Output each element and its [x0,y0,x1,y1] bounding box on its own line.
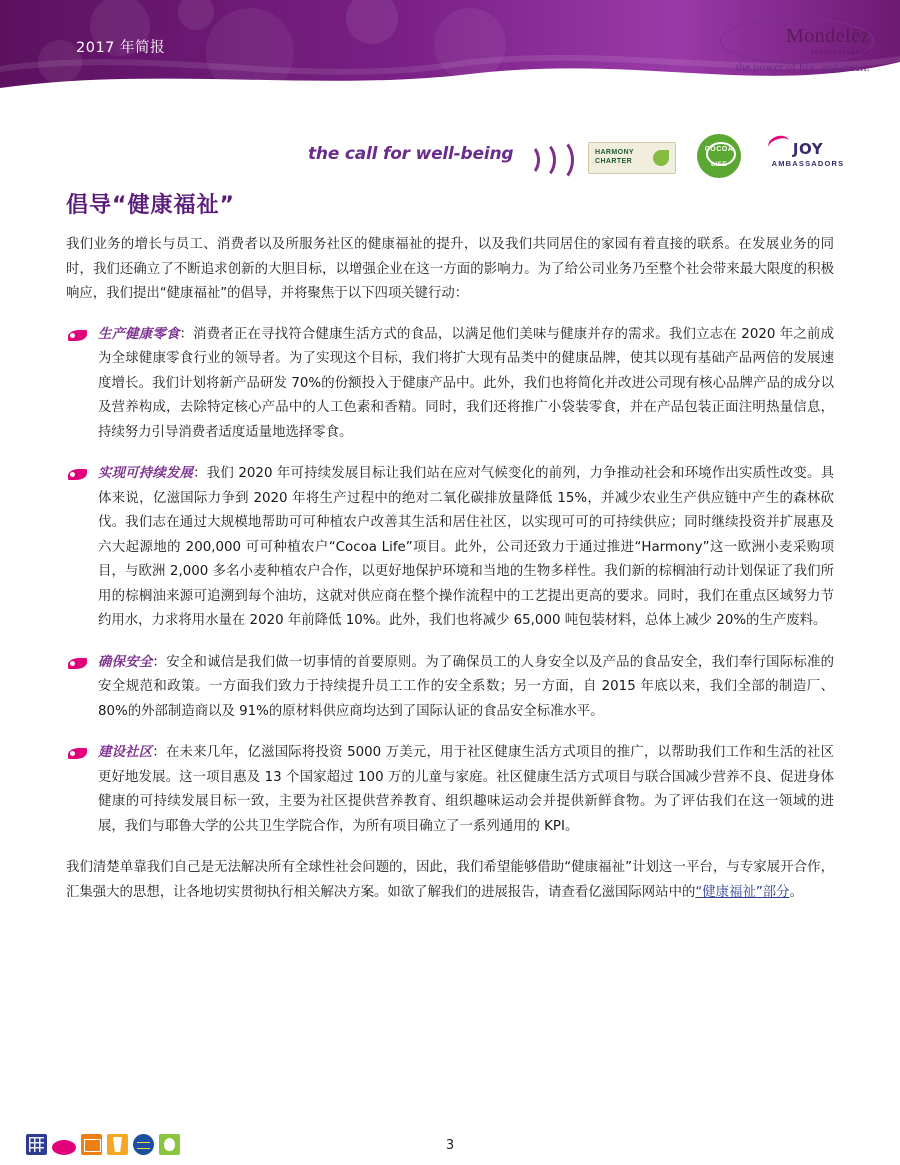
leaf-bullet-icon [68,330,87,341]
wheat-leaf-icon [653,150,669,166]
list-item [66,323,834,446]
bullet-lead: 确保安全 [98,654,153,670]
leaf-bullet-icon [68,658,87,669]
closing-text-after-link: 。 [789,884,803,900]
logo-wordmark: Mondelēz [786,25,870,47]
bullet-separator: ： [179,326,194,342]
bullet-text: 我们 2020 年可持续发展目标让我们站在应对气候变化的前列，力争推动社会和环境作出实质性改变。具体来说，亿滋国际力争到 2020 年将生产过程中的绝对二氧化碳排放量降低 15%，并减少农业生产供应链中产生的森林砍伐。我们志在通过大规模地帮助可可种植农户改善其生活和居住社区，以实现可可的可持续供应；同时继续投资并扩展惠及六大起源地的 200,000 可可种植农户“Cocoa Life”项目。此外，公司还致力于通过推进“Harmony”这一欧洲小麦采购项目，与欧洲 2,000 多名小麦种植农户合作，以更好地保护环境和当地的生物多样性。我们新的棕榈油行动计划保证了我们所用的棕榈油来源可追溯到每个油坊，这就对供应商在整个操作流程中的工艺提出更高的要求。同时，我们在重点区域努力节约用水，力求将用水量在 2020 年前降低 10%。此外，我们也将减少 65,000 吨包装材料，总体上减少 20%的生产废料。 [98,466,835,628]
leaf-bullet-icon [68,469,87,480]
cocoa-line1: COCOA [704,146,734,153]
bullet-text: 安全和诚信是我们做一切事情的首要原则。为了确保员工的人身安全以及产品的食品安全，我们奉行国际标准的安全规范和政策。一方面我们致力于持续提升员工工作的安全系数；另一方面，自 2015 年底以来，我们全部的制造厂、80%的外部制造商以及 91%的原材料供应商均达到了国际认证的食品安全标准水平。 [98,654,835,719]
harmony-line2: CHARTER [595,158,633,165]
closing-text-before-link: 我们清楚单靠我们自己是无法解决所有全球性社会问题的，因此，我们希望能够借助“健康福祉”计划这一平台，与专家展开合作，汇集强大的思想，让各地切实贯彻执行相关解决方案。如欲了解我们的进展报告，请查看亿滋国际网站中的 [66,860,834,900]
key-actions-list [66,323,834,840]
intro-paragraph: 我们业务的增长与员工、消费者以及所服务社区的健康福祉的提升，以及我们共同居住的家园有着直接的联系。在发展业务的同时，我们还确立了不断追求创新的大胆目标，以增强企业在这一方面的影响力。为了给公司业务乃至整个社会带来最大限度的积极响应，我们提出“健康福祉”的倡导，并将聚焦于以下四项关键行动： [66,237,834,301]
list-item [66,651,834,725]
harmony-charter-label [595,148,634,166]
joy-ambassadors-logo [762,140,854,168]
cocoa-line2: LIFE [710,161,728,168]
document-body [66,188,834,921]
bullet-text: 消费者正在寻找符合健康生活方式的食品，以满足他们美味与健康并存的需求。我们立志在 2020 年之前成为全球健康零食行业的领导者。为了实现这个目标，我们将扩大现有品类中的健康品牌，使其以现有基础产品两倍的发展速度增长。我们计划将新产品研发 70%的份额投入于健康产品中。此外，我们也将简化并改进公司现有核心品牌产品的成分以及营养构成，去除特定核心产品中的人工色素和香精。同时，我们还将推广小袋装零食，并在产品包装正面注明热量信息，持续努力引导消费者适度适量地选择零食。 [98,326,835,440]
page-footer [0,1123,900,1165]
closing-paragraph [66,856,834,905]
campaign-headline: the call for well-being [308,144,514,164]
bullet-text: 在未来几年，亿滋国际将投资 5000 万美元，用于社区健康生活方式项目的推广，以帮助我们工作和生活的社区更好地发展。这一项目惠及 13 个国家超过 100 万的儿童与家庭。社区健康生活方式项目与联合国减少营养不良、促进身体健康的可持续发展目标一致，主要为社区提供营养教育、组织趣味运动会并提供新鲜食物。为了评估我们在这一领域的进展，我们与耶鲁大学的公共卫生学院合作，为所有项目确立了一系列通用的 KPI。 [98,745,835,834]
joy-line1: JOY [792,140,824,158]
logo-oval-outline [720,18,874,64]
harmony-charter-logo [588,142,676,174]
joy-line2: AMBASSADORS [771,159,845,168]
mondelez-logo [736,26,870,74]
bullet-lead: 建设社区 [98,745,153,760]
bullet-separator: ： [152,745,166,760]
page-number: 3 [445,1138,455,1153]
cocoa-life-badge [697,134,741,178]
campaign-banner [0,126,900,186]
well-being-section-link[interactable]: “健康福祉”部分 [695,884,790,900]
bullet-lead: 生产健康零食 [98,326,180,342]
page-title: 倡导“健康福祉” [66,193,235,218]
leaf-bullet-icon [68,748,87,759]
bullet-lead: 实现可持续发展 [98,466,194,481]
page-header [0,0,900,104]
bullet-separator: ： [152,654,167,670]
list-item [66,462,834,634]
sound-arcs-icon [516,138,576,178]
report-year-label: 2017 年简报 [76,40,166,56]
logo-tagline: the power of big. and small. [735,62,870,74]
cocoa-life-logo [694,134,744,180]
list-item [66,741,834,839]
harmony-line1: HARMONY [595,149,634,156]
bullet-separator: ： [193,466,207,481]
logo-subtitle: International [810,47,870,56]
